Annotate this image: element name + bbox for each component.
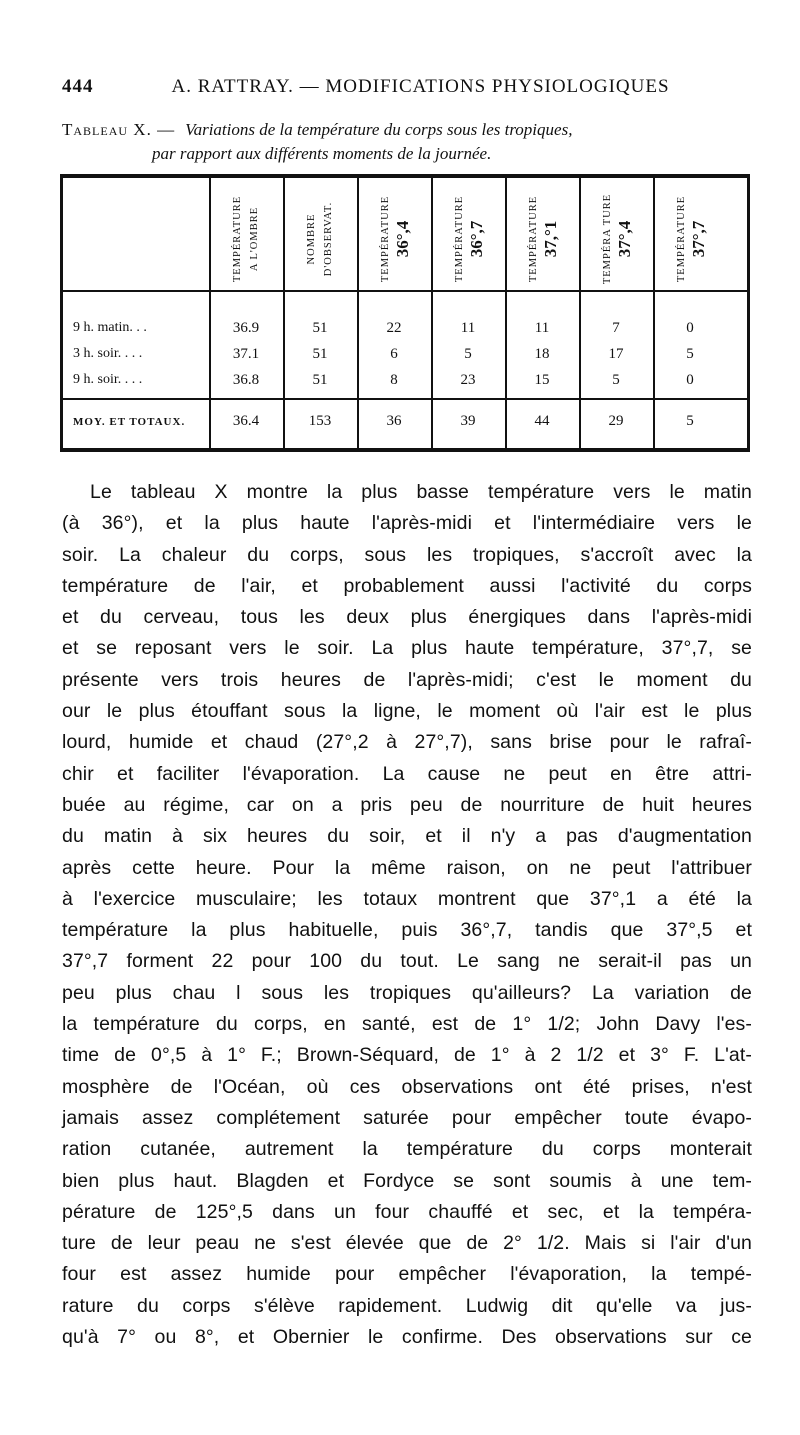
text-line: time de 0°,5 à 1° F.; Brown-Séquard, de 1° à 2 1/2 et 3° F. L'at-	[62, 1044, 752, 1067]
table-cell: 7	[612, 320, 620, 336]
table-cell: 51	[312, 346, 328, 362]
totals-cell: 153	[308, 413, 332, 429]
table-cell: 6	[390, 346, 398, 362]
page-number: 444	[62, 76, 94, 97]
table-cell: 0	[686, 320, 694, 336]
table-cell: 23	[460, 372, 476, 388]
text-line: (à 36°), et la plus haute l'après-midi et l'intermédiaire vers le	[62, 512, 752, 535]
running-title: A. RATTRAY. — MODIFICATIONS PHYSIOLOGIQUES	[171, 76, 670, 97]
column-header-temp-37-4: TEMPÉRA TURE 37°,4	[602, 193, 634, 285]
column-header-temp-36-4: TEMPÉRATURE 36°,4	[380, 195, 413, 283]
totals-cell: 44	[534, 413, 550, 429]
table-cell: 0	[686, 372, 694, 388]
text-line: et se reposant vers le soir. La plus haute température, 37°,7, se	[62, 637, 752, 660]
text-line: à l'exercice musculaire; les totaux montrent que 37°,1 a été la	[62, 887, 752, 910]
totals-cell: 36	[386, 413, 402, 429]
text-line: jamais assez complétement saturée pour empêcher toute évapo-	[62, 1106, 752, 1129]
totals-cell: 29	[608, 413, 624, 429]
text-line: Le tableau X montre la plus basse température vers le matin	[90, 481, 752, 503]
text-line: our le plus étouffant sous la ligne, le moment où l'air est le plus	[62, 700, 752, 723]
column-header-temp-37-1: TEMPÉRATURE 37,°1	[528, 195, 561, 283]
text-line: pérature de 125°,5 dans un four chauffé et sec, et la tempéra-	[62, 1200, 752, 1223]
table-title-line-2: par rapport aux différents moments de la journée.	[152, 144, 492, 163]
text-line: lourd, humide et chaud (27°,2 à 27°,7), sans brise pour le rafraî-	[62, 731, 752, 754]
table-cell: 8	[390, 372, 398, 388]
text-line: qu'à 7° ou 8°, et Obernier le confirme. Des observations sur ce	[62, 1326, 752, 1349]
column-header-shade-temp: TEMPÉRATURE A L'OMBRE	[232, 195, 261, 283]
totals-cell: 39	[460, 413, 476, 429]
totals-label: MOY. ET TOTAUX.	[73, 416, 186, 428]
table-cell: 15	[534, 372, 550, 388]
totals-cell: 36.4	[232, 413, 260, 429]
text-line: du matin à six heures du soir, et il n'y a pas d'augmentation	[62, 825, 752, 848]
table-cell: 51	[312, 320, 328, 336]
table-cell: 36.9	[232, 320, 260, 336]
text-line: chir et faciliter l'évaporation. La cause ne peut en être attri-	[62, 762, 752, 785]
text-line: ration cutanée, autrement la température du corps monterait	[62, 1138, 752, 1161]
table-cell: 5	[612, 372, 620, 388]
table-cell: 18	[534, 346, 550, 362]
body-paragraph	[62, 477, 752, 1353]
row-label: 3 h. soir. . . .	[73, 346, 143, 361]
text-line: 37°,7 forment 22 pour 100 du tout. Le sang ne serait-il pas un	[62, 950, 752, 973]
text-line: soir. La chaleur du corps, sous les tropiques, s'accroît avec la	[62, 543, 752, 566]
table-cell: 22	[386, 320, 402, 336]
table-cell: 51	[312, 372, 328, 388]
table-cell: 11	[534, 320, 550, 336]
totals-cell: 5	[686, 413, 694, 429]
text-line: température la plus habituelle, puis 36°,7, tandis que 37°,5 et	[62, 919, 752, 942]
text-line: rature du corps s'élève rapidement. Ludwig dit qu'elle va jus-	[62, 1294, 752, 1317]
table-cell: 11	[460, 320, 476, 336]
table-cell: 37.1	[232, 346, 260, 362]
text-line: buée au régime, car on a pris peu de nourriture de huit heures	[62, 793, 752, 816]
table-cell: 17	[608, 346, 624, 362]
text-line: présente vers trois heures de l'après-midi; c'est le moment du	[62, 668, 752, 691]
table-cell: 5	[464, 346, 472, 362]
text-line: peu plus chau l sous les tropiques qu'ailleurs? La variation de	[62, 981, 752, 1004]
table-label: Tableau X. —	[62, 120, 176, 139]
column-header-observations: NOMBRE D'OBSERVAT.	[306, 201, 335, 277]
table-totals-rule	[63, 398, 747, 400]
column-header-temp-37-7: TEMPÉRATURE 37°,7	[676, 195, 709, 283]
temperature-table	[60, 174, 750, 452]
text-line: ture de leur peau ne s'est élevée que de 2° 1/2. Mais si l'air d'un	[62, 1232, 752, 1255]
text-line: bien plus haut. Blagden et Fordyce se sont soumis à une tem-	[62, 1169, 752, 1192]
text-line: mosphère de l'Océan, où ces observations ont été prises, n'est	[62, 1075, 752, 1098]
table-cell: 5	[686, 346, 694, 362]
text-line: température de l'air, et probablement aussi l'activité du corps	[62, 574, 752, 597]
text-line: et du cerveau, tous les deux plus énergiques dans l'après-midi	[62, 606, 752, 629]
row-label: 9 h. matin. . .	[73, 320, 147, 335]
text-line: après cette heure. Pour la même raison, on ne peut l'attribuer	[62, 856, 752, 879]
text-line: la température du corps, en santé, est de 1° 1/2; John Davy l'es-	[62, 1013, 752, 1036]
table-title-line-1: Variations de la température du corps sous les tropiques,	[185, 120, 573, 139]
text-line: four est assez humide pour empêcher l'évaporation, la tempé-	[62, 1263, 752, 1286]
row-label: 9 h. soir. . . .	[73, 372, 143, 387]
table-caption	[62, 118, 752, 166]
column-header-temp-36-7: TEMPÉRATURE 36°,7	[454, 195, 487, 283]
table-cell: 36.8	[232, 372, 260, 388]
running-header	[62, 76, 752, 98]
